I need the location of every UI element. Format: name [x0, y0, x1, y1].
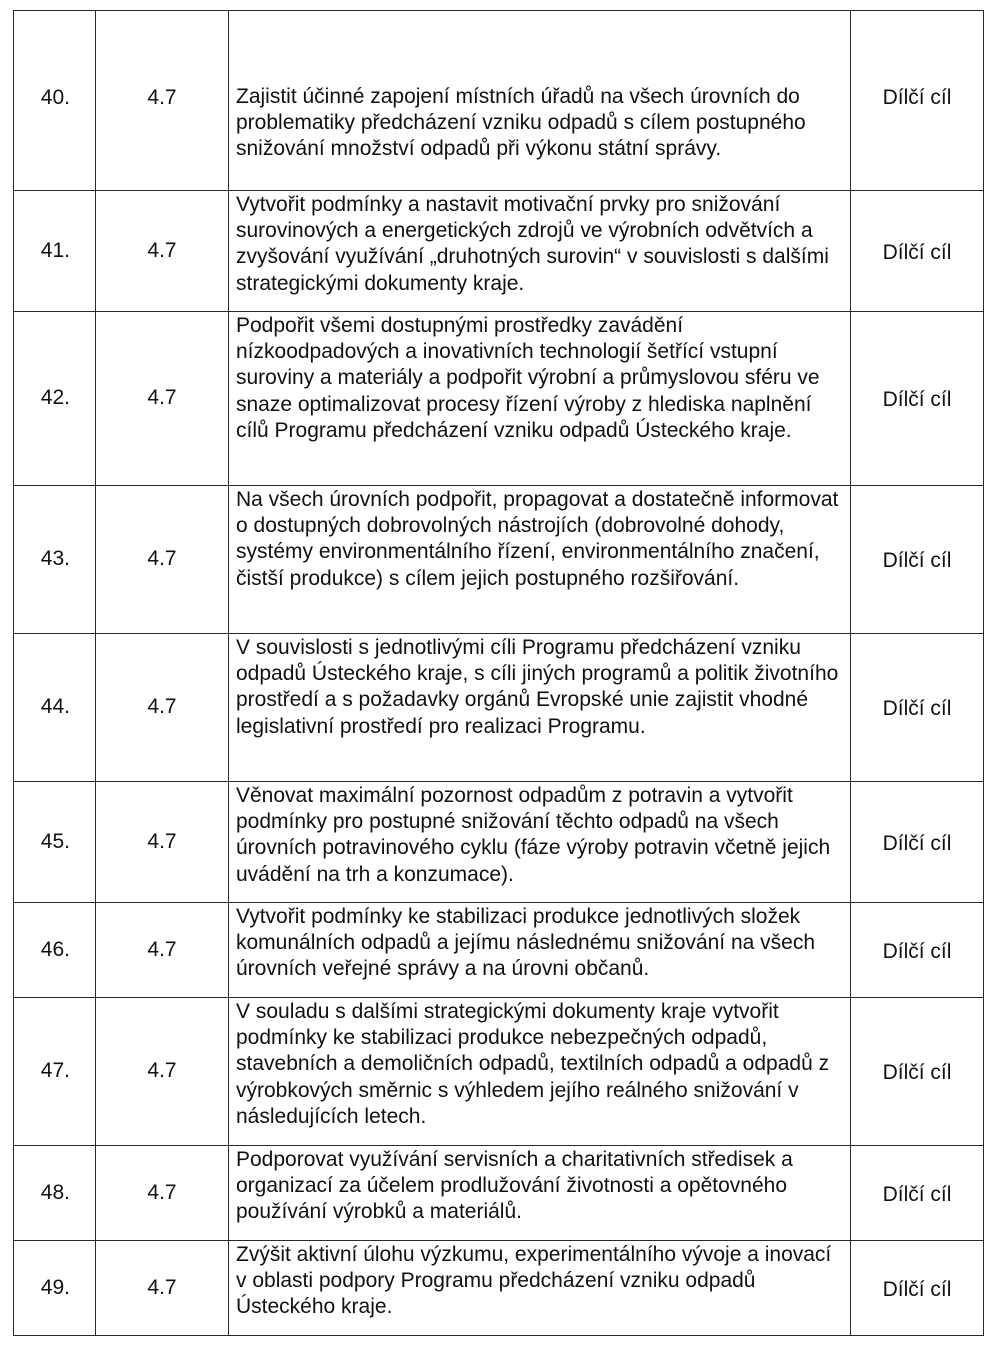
goal-type-cell [851, 998, 984, 1146]
section-number: 4.7 [147, 937, 177, 961]
goal-type-cell [851, 312, 984, 486]
row-number-cell [14, 634, 96, 782]
row-number-cell [14, 998, 96, 1146]
objective-text: V souladu s dalšími strategickými dokumenty kraje vytvořit podmínky ke stabilizaci produkce nebezpečných odpadů, stavebních a demoličních odpadů, textilních odpadů a odpadů z výrobkových směrnic s výhledem jejího reálného snižování v následujících letech. [229, 998, 851, 1146]
objective-text: Vytvořit podmínky ke stabilizaci produkce jednotlivých složek komunálních odpadů a jejímu následnému snižování na všech úrovních veřejné správy a na úrovni občanů. [229, 903, 851, 998]
row-number: 42. [40, 386, 70, 410]
objective-text: V souvislosti s jednotlivými cíli Programu předcházení vzniku odpadů Ústeckého kraje, s cíli jiných programů a politik životního prostředí a s požadavky orgánů Evropské unie zajistit vhodné legislativní prostředí pro realizaci Programu. [229, 634, 851, 782]
goal-type: Dílčí cíl [882, 240, 952, 264]
goal-type-cell [851, 782, 984, 903]
table-row [14, 191, 984, 312]
row-number: 46. [40, 937, 70, 961]
goal-type: Dílčí cíl [882, 1061, 952, 1085]
row-number-cell [14, 1146, 96, 1241]
goal-type: Dílčí cíl [882, 697, 952, 721]
section-number: 4.7 [147, 1275, 177, 1299]
goal-type: Dílčí cíl [882, 388, 952, 412]
row-number: 47. [40, 1059, 70, 1083]
section-cell [96, 191, 229, 312]
goal-type-cell [851, 1241, 984, 1336]
row-number: 49. [40, 1275, 70, 1299]
table-row [14, 634, 984, 782]
table-row [14, 486, 984, 634]
row-number-cell [14, 1241, 96, 1336]
section-number: 4.7 [147, 386, 177, 410]
row-number-cell [14, 782, 96, 903]
goal-type-cell [851, 486, 984, 634]
objective-text: Zajistit účinné zapojení místních úřadů na všech úrovních do problematiky předcházení vzniku odpadů s cílem postupného snižování množství odpadů při výkonu státní správy. [229, 11, 851, 191]
table-row [14, 1146, 984, 1241]
row-number-cell [14, 11, 96, 191]
goal-type-cell [851, 903, 984, 998]
row-number-cell [14, 191, 96, 312]
goal-type: Dílčí cíl [882, 1277, 952, 1301]
goal-type: Dílčí cíl [882, 831, 952, 855]
row-number: 44. [40, 695, 70, 719]
row-number: 48. [40, 1180, 70, 1204]
table-row [14, 11, 984, 191]
section-cell [96, 903, 229, 998]
objective-text: Věnovat maximální pozornost odpadům z potravin a vytvořit podmínky pro postupné snižování těchto odpadů na všech úrovních potravinového cyklu (fáze výroby potravin včetně jejich uvádění na trh a konzumace). [229, 782, 851, 903]
goal-type: Dílčí cíl [882, 549, 952, 573]
table-row [14, 903, 984, 998]
table-row [14, 782, 984, 903]
section-number: 4.7 [147, 695, 177, 719]
row-number-cell [14, 486, 96, 634]
row-number-cell [14, 903, 96, 998]
goal-type-cell [851, 11, 984, 191]
goal-type: Dílčí cíl [882, 939, 952, 963]
row-number: 41. [40, 238, 70, 262]
objective-text: Vytvořit podmínky a nastavit motivační prvky pro snižování surovinových a energetických zdrojů ve výrobních odvětvích a zvyšování využívání „druhotných surovin“ v souvislosti s dalšími strategickými dokumenty kraje. [229, 191, 851, 312]
section-cell [96, 1241, 229, 1336]
objective-text: Podpořit všemi dostupnými prostředky zavádění nízkoodpadových a inovativních technologií šetřící vstupní suroviny a materiály a podpořit výrobní a průmyslovou sféru ve snaze optimalizovat procesy řízení výroby z hlediska naplnění cílů Programu předcházení vzniku odpadů Ústeckého kraje. [229, 312, 851, 486]
section-cell [96, 312, 229, 486]
section-number: 4.7 [147, 829, 177, 853]
section-number: 4.7 [147, 86, 177, 110]
row-number: 45. [40, 829, 70, 853]
section-number: 4.7 [147, 547, 177, 571]
table-row [14, 1241, 984, 1336]
objective-text: Zvýšit aktivní úlohu výzkumu, experimentálního vývoje a inovací v oblasti podpory Programu předcházení vzniku odpadů Ústeckého kraje. [229, 1241, 851, 1336]
section-number: 4.7 [147, 238, 177, 262]
row-number: 43. [40, 547, 70, 571]
goal-type-cell [851, 191, 984, 312]
section-cell [96, 634, 229, 782]
row-number: 40. [40, 86, 70, 110]
section-cell [96, 11, 229, 191]
objectives-table [13, 10, 984, 1336]
section-cell [96, 782, 229, 903]
section-cell [96, 998, 229, 1146]
row-number-cell [14, 312, 96, 486]
goal-type-cell [851, 634, 984, 782]
objective-text: Podporovat využívání servisních a charitativních středisek a organizací za účelem prodlužování životnosti a opětovného používání výrobků a materiálů. [229, 1146, 851, 1241]
goal-type: Dílčí cíl [882, 1182, 952, 1206]
goal-type: Dílčí cíl [882, 86, 952, 110]
goal-type-cell [851, 1146, 984, 1241]
section-cell [96, 1146, 229, 1241]
section-cell [96, 486, 229, 634]
objective-text: Na všech úrovních podpořit, propagovat a dostatečně informovat o dostupných dobrovolných nástrojích (dobrovolné dohody, systémy environmentálního řízení, environmentálního značení, čistší produkce) s cílem jejich postupného rozšiřování. [229, 486, 851, 634]
table-row [14, 312, 984, 486]
section-number: 4.7 [147, 1180, 177, 1204]
table-row [14, 998, 984, 1146]
section-number: 4.7 [147, 1059, 177, 1083]
